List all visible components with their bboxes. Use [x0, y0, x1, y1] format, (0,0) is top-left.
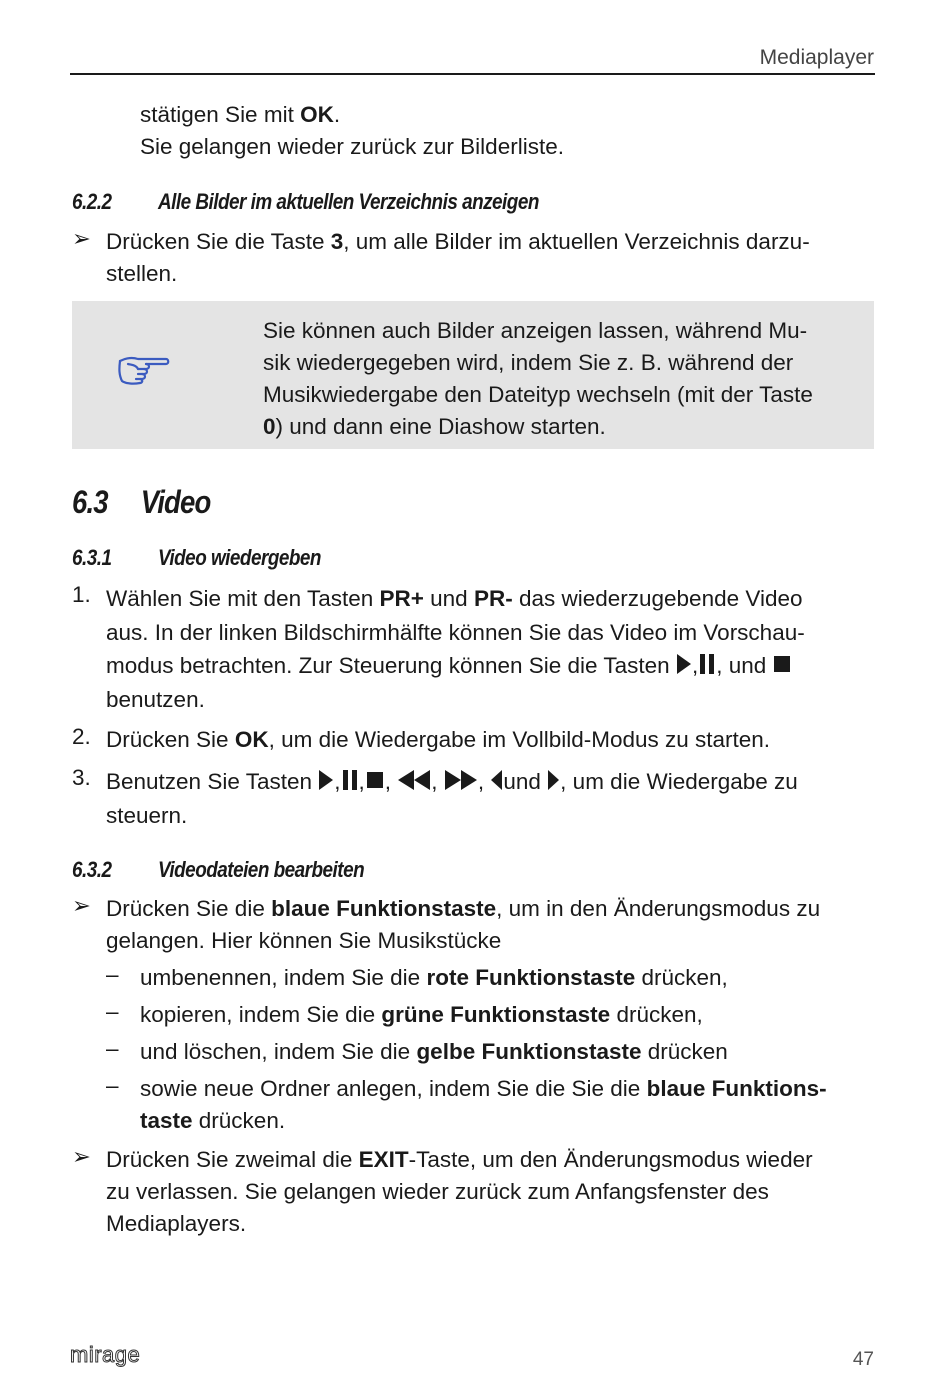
svg-text:mirage: mirage	[70, 1343, 141, 1367]
page-number: 47	[852, 1349, 874, 1370]
sub-item-text: umbenennen, indem Sie die rote Funktionstaste drücken,	[140, 965, 728, 990]
bullet-text: Drücken Sie die Taste 3, um alle Bilder im aktuellen Verzeichnis darzu- stellen.	[106, 229, 810, 286]
bullet-text: Drücken Sie zweimal die EXIT-Taste, um den Änderungsmodus wieder zu verlassen. Sie gelangen wieder zurück zum Anfangsfenster des Mediaplayers.	[106, 1147, 813, 1236]
intro-line-2: Sie gelangen wieder zurück zur Bilderliste.	[140, 134, 564, 159]
step-text: Drücken Sie OK, um die Wiedergabe im Vollbild-Modus zu starten.	[106, 727, 771, 752]
arrow-bullet-icon: ➢	[72, 1144, 91, 1169]
sub-item-text: und löschen, indem Sie die gelbe Funktionstaste drücken	[140, 1039, 728, 1064]
section-heading-6-3: 6.3 Video	[72, 484, 211, 520]
rewind-icon	[397, 769, 431, 791]
step-number: 2.	[72, 724, 91, 749]
header-rule	[70, 73, 875, 75]
intro-line-1: stätigen Sie mit OK.	[140, 102, 341, 127]
running-header: Mediaplayer	[759, 46, 874, 69]
dash-bullet: –	[106, 962, 119, 987]
arrow-bullet-icon: ➢	[72, 893, 91, 918]
dash-bullet: –	[106, 1073, 119, 1098]
step-number: 1.	[72, 582, 91, 607]
section-heading-6-3-1: 6.3.1 Video wiedergeben	[72, 545, 321, 570]
step-text: Benutzen Sie Tasten , , , , , und , um die Wiedergabe zu steuern.	[106, 769, 798, 828]
pointing-hand-icon	[116, 353, 172, 387]
play-icon	[318, 769, 334, 791]
section-heading-6-2-2: 6.2.2 Alle Bilder im aktuellen Verzeichnis anzeigen	[72, 189, 539, 214]
pause-icon	[698, 653, 716, 675]
step-number: 3.	[72, 765, 91, 790]
sub-item-text: sowie neue Ordner anlegen, indem Sie die Sie die blaue Funktions- taste drücken.	[140, 1076, 827, 1133]
mirage-logo	[70, 1343, 156, 1367]
play-icon	[676, 653, 692, 675]
bullet-text: Drücken Sie die blaue Funktionstaste, um in den Änderungsmodus zu gelangen. Hier können Sie Musikstücke	[106, 896, 821, 953]
step-text: Wählen Sie mit den Tasten PR+ und PR- das wiederzugebende Video aus. In der linken Bildschirmhälfte können Sie das Video im Vorschau- modus betrachten. Zur Steuerung können Sie die Tasten , , und benutzen.	[106, 586, 805, 712]
fast-forward-icon	[444, 769, 478, 791]
note-box	[72, 301, 874, 449]
section-heading-6-3-2: 6.3.2 Videodateien bearbeiten	[72, 857, 365, 882]
stop-icon	[365, 771, 385, 791]
dash-bullet: –	[106, 1036, 119, 1061]
arrow-bullet-icon: ➢	[72, 226, 91, 251]
dash-bullet: –	[106, 999, 119, 1024]
previous-icon	[490, 769, 503, 791]
next-icon	[547, 769, 560, 791]
note-text: Sie können auch Bilder anzeigen lassen, während Mu- sik wiedergegeben wird, indem Sie z. B. während der Musikwiedergabe den Dateityp wechseln (mit der Taste 0) und dann eine Diashow starten.	[263, 318, 813, 439]
pause-icon	[341, 769, 359, 791]
sub-item-text: kopieren, indem Sie die grüne Funktionstaste drücken,	[140, 1002, 703, 1027]
stop-icon	[773, 655, 791, 675]
